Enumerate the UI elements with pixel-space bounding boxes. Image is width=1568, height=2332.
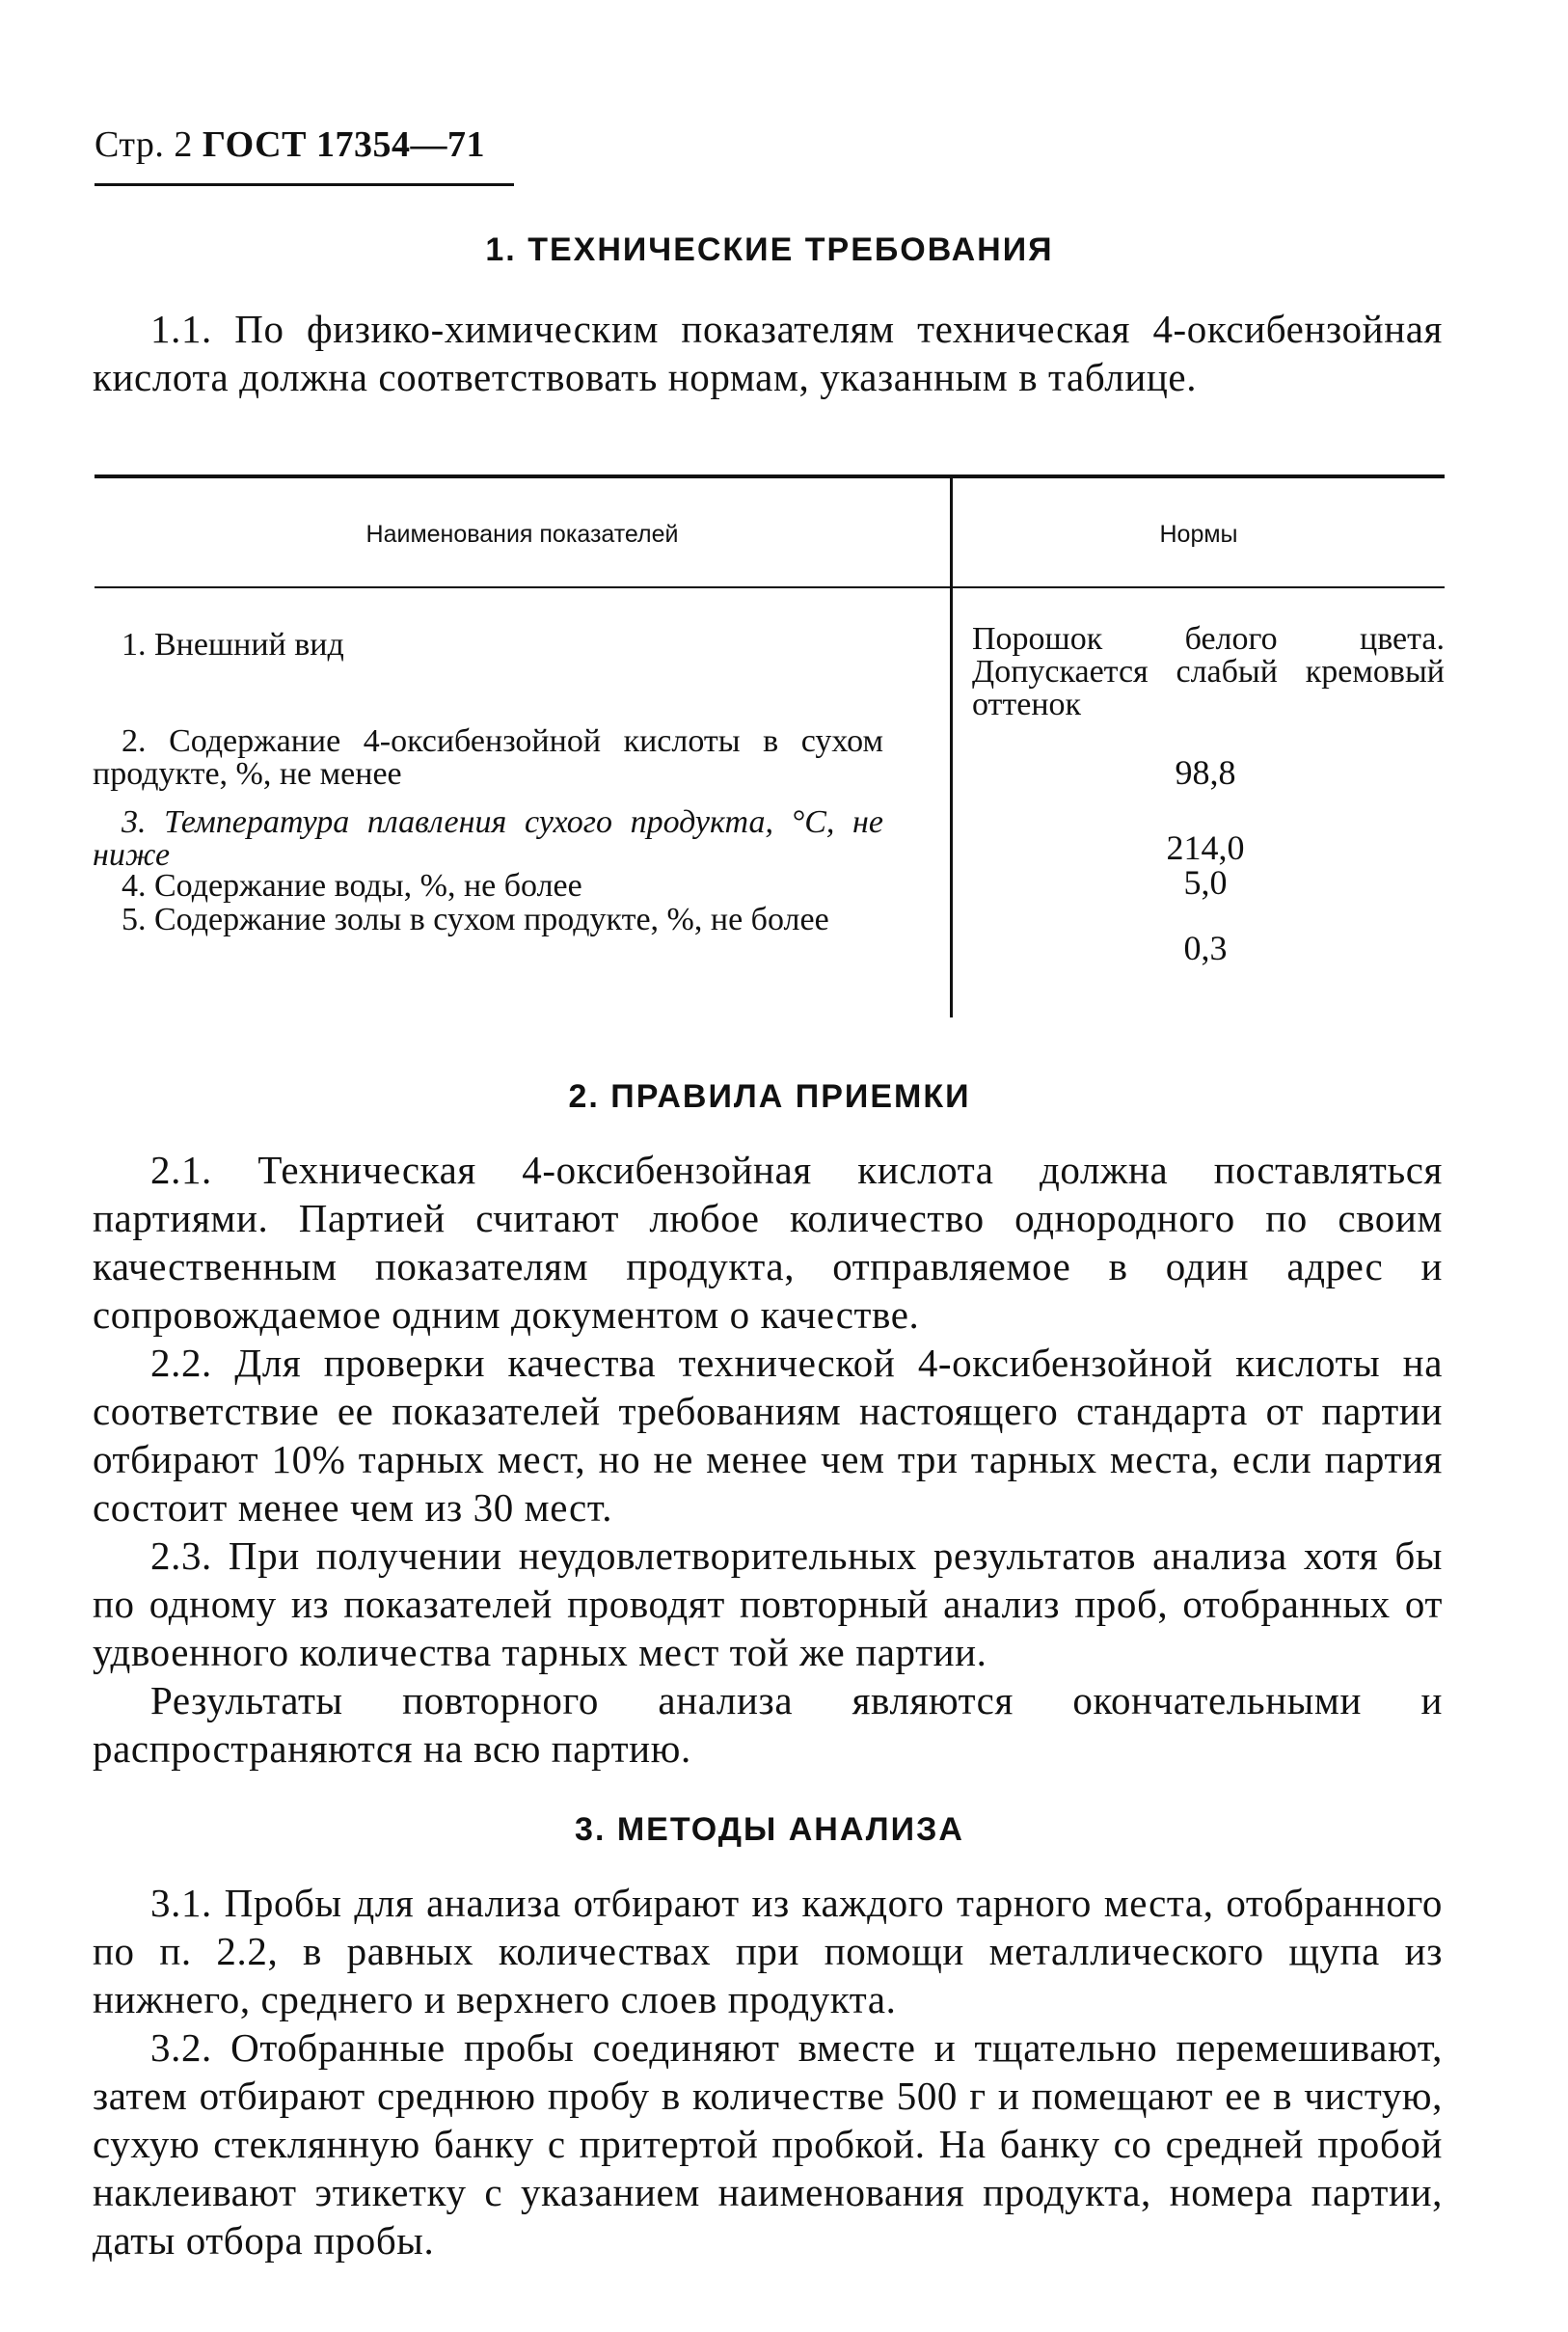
- table-row-value: 0,3: [1183, 929, 1228, 967]
- header-underline: [95, 183, 514, 186]
- page-header: [95, 123, 485, 166]
- table-row-value: 5,0: [1183, 863, 1228, 902]
- paragraph-2-2: 2.2. Для проверки качества технической 4-оксибензойной кислоты на соответствие ее показателей требованиям настоящего стандарта от партии отбирают 10% тарных мест, но не менее чем три тарных места, если партия состоит менее чем из 30 мест.: [93, 1341, 1443, 1530]
- table-top-rule: [95, 475, 1445, 478]
- table-row-value: 98,8: [1175, 753, 1236, 792]
- paragraph-3-2: 3.2. Отобранные пробы соединяют вместе и тщательно перемешивают, затем отбирают среднюю пробу в количестве 500 г и помещают ее в чистую, сухую стеклянную банку с притертой пробкой. На банку со средней пробой наклеивают этикетку с указанием наименования продукта, номера партии, даты отбора пробы.: [93, 2025, 1443, 2263]
- section-2-title: 2. ПРАВИЛА ПРИЕМКИ: [568, 1078, 971, 1115]
- table-row-label: 3. Температура плавления сухого продукта, °С, не ниже: [93, 804, 883, 873]
- paragraph-1-1: 1.1. По физико-химическим показателям техническая 4-оксибензойная кислота должна соответствовать нормам, указанным в таблице.: [93, 307, 1443, 399]
- section-3-title: 3. МЕТОДЫ АНАЛИЗА: [575, 1811, 964, 1848]
- page-number: Стр. 2: [95, 124, 193, 165]
- table-row-label: 4. Содержание воды, %, не более: [122, 868, 582, 904]
- paragraph-3-1: 3.1. Пробы для анализа отбирают из каждого тарного места, отобранного по п. 2.2, в равных количествах при помощи металлического щупа из нижнего, среднего и верхнего слоев продукта.: [93, 1881, 1443, 2021]
- table-row-label: 1. Внешний вид: [122, 627, 344, 663]
- table-header-rule: [95, 586, 1445, 588]
- table-column-divider: [950, 477, 953, 1017]
- table-header-norm: Нормы: [1159, 521, 1238, 548]
- table-header-name: Наименования показателей: [365, 521, 679, 548]
- table-row-value: Порошок белого цвета. Допускается слабый кремовый оттенок: [972, 621, 1445, 722]
- section-1-title: 1. ТЕХНИЧЕСКИЕ ТРЕБОВАНИЯ: [485, 231, 1054, 268]
- paragraph-2-3-result: Результаты повторного анализа являются окончательными и распространяются на всю партию.: [93, 1678, 1443, 1771]
- paragraph-2-3: 2.3. При получении неудовлетворительных результатов анализа хотя бы по одному из показателей проводят повторный анализ проб, отобранных от удвоенного количества тарных мест той же партии.: [93, 1533, 1443, 1674]
- standard-code: ГОСТ 17354—71: [202, 124, 485, 165]
- paragraph-2-1: 2.1. Техническая 4-оксибензойная кислота должна поставляться партиями. Партией считают любое количество однородного по своим качественным показателям продукта, отправляемое в один адрес и сопровождаемое одним документом о качестве.: [93, 1148, 1443, 1337]
- table-row-value: 214,0: [1166, 828, 1245, 867]
- table-row-label: 5. Содержание золы в сухом продукте, %, не более: [122, 902, 829, 937]
- table-row-label: 2. Содержание 4-оксибензойной кислоты в сухом продукте, %, не менее: [93, 723, 883, 792]
